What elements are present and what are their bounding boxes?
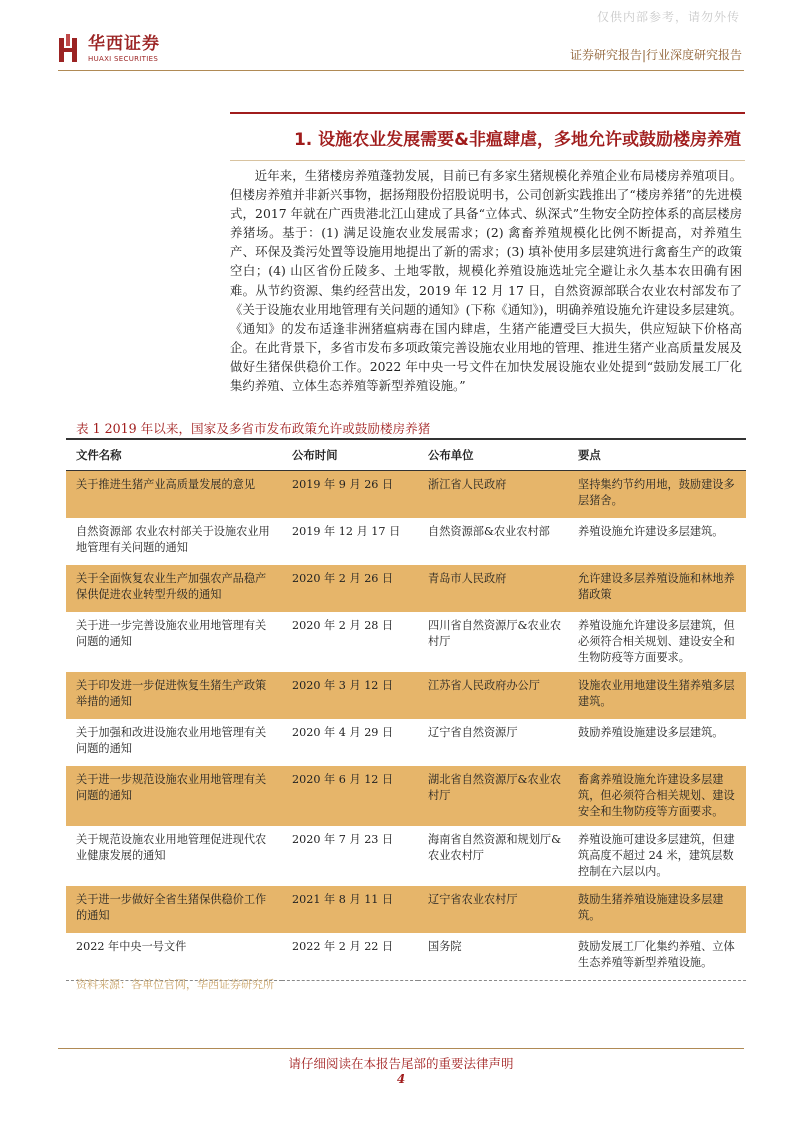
cell-point: 鼓励生猪养殖设施建设多层建筑。 [568,886,746,933]
table-caption: 表 1 2019 年以来，国家及多省市发布政策允许或鼓励楼房养猪 [76,421,431,436]
cell-date: 2019 年 9 月 26 日 [282,471,418,519]
cell-name: 关于规范设施农业用地管理促进现代农业健康发展的通知 [76,833,267,862]
table-row [66,565,746,612]
cell-org: 四川省自然资源厅&农业农村厅 [428,619,562,648]
cell-date: 2020 年 4 月 29 日 [292,726,394,739]
table-row [66,826,746,886]
cell-point: 畜禽养殖设施允许建设多层建筑，但必须符合相关规划、建设安全和生物防疫等方面要求。 [568,766,746,826]
cell-date: 2020 年 3 月 12 日 [282,672,418,719]
section-heading-band [230,112,745,161]
table-row [66,886,746,933]
body-paragraph: 近年来，生猪楼房养殖蓬勃发展，目前已有多家生猪规模化养殖企业布局楼房养殖项目。但楼房养殖并非新兴事物，据扬翔股份招股说明书，公司创新实践推出了“楼房养猪”的先进模式，2017 年就在广西贵港北江山建成了具备“立体式、纵深式”生物安全防控体系的高层楼房养猪场。基于：(1) 满足设施农业发展需求；(2) 禽畜养殖规模化比例不断提高，对养殖生产、环保及粪污处置等设施用地提出了新的需求；(3) 填补使用多层建筑进行禽畜生产的政策空白；(4) 山区省份丘陵多、土地零散，规模化养殖设施选址完全避让永久基本农田确有困难。从节约资源、集约经营出发，2019 年 12 月 17 日，自然资源部联合农业农村部发布了《关于设施农业用地管理有关问题的通知》(下称《通知》)，明确养殖设施允许建设多层建筑。《通知》的发布适逢非洲猪瘟病毒在国内肆虐，生猪产能遭受巨大损失，供应短缺下价格高企。在此背景下，多省市发布多项政策完善设施农业用地的管理、推进生猪产业高质量发展及做好生猪保供稳价工作。2022 年中央一号文件在加快发展设施农业处提到“鼓励发展工厂化集约养殖、立体生态养殖等新型养殖设施。” [230,168,742,394]
cell-point: 允许建设多层养殖设施和林地养猪政策 [568,565,746,612]
table-row [66,672,746,719]
cell-name: 关于进一步做好全省生猪保供稳价工作的通知 [66,886,282,933]
cell-org: 海南省自然资源和规划厅&农业农村厅 [428,833,562,862]
company-logo [58,34,160,64]
cell-name: 自然资源部 农业农村部关于设施农业用地管理有关问题的通知 [76,525,270,554]
report-type-label: 证券研究报告|行业深度研究报告 [569,48,742,62]
cell-point: 鼓励发展工厂化集约养殖、立体生态养殖等新型养殖设施。 [568,933,746,981]
footer-divider [58,1048,744,1049]
cell-point: 养殖设施允许建设多层建筑。 [578,525,724,538]
cell-name: 关于进一步完善设施农业用地管理有关问题的通知 [76,619,267,648]
policy-table [66,438,746,981]
cell-point: 养殖设施允许建设多层建筑，但必须符合相关规划、建设安全和生物防疫等方面要求。 [578,619,735,664]
table-row [66,719,746,766]
logo-chinese-name: 华西证券 [88,33,160,54]
cell-org: 辽宁省农业农村厅 [418,886,568,933]
header-publisher: 公布单位 [418,439,568,471]
cell-date: 2020 年 6 月 12 日 [282,766,418,826]
cell-org: 江苏省人民政府办公厅 [418,672,568,719]
table-header-row [66,439,746,471]
cell-org: 辽宁省自然资源厅 [428,726,518,739]
cell-point: 养殖设施可建设多层建筑，但建筑高度不超过 24 米，建筑层数控制在六层以内。 [578,833,735,878]
header-publish-date: 公布时间 [282,439,418,471]
cell-name: 关于加强和改进设施农业用地管理有关问题的通知 [76,726,267,755]
confidential-watermark: 仅供内部参考，请勿外传 [596,10,740,24]
table-row [66,766,746,826]
cell-name: 关于印发进一步促进恢复生猪生产政策举措的通知 [66,672,282,719]
cell-name: 关于全面恢复农业生产加强农产品稳产保供促进农业转型升级的通知 [66,565,282,612]
legal-notice: 请仔细阅读在本报告尾部的重要法律声明 [288,1056,514,1071]
cell-date: 2020 年 7 月 23 日 [292,833,394,846]
cell-date: 2020 年 2 月 28 日 [292,619,394,632]
header-divider [58,70,744,71]
cell-date: 2022 年 2 月 22 日 [282,933,418,981]
cell-org: 青岛市人民政府 [418,565,568,612]
cell-org: 浙江省人民政府 [418,471,568,519]
header-key-points: 要点 [568,439,746,471]
cell-point: 坚持集约节约用地，鼓励建设多层猪舍。 [568,471,746,519]
cell-date: 2021 年 8 月 11 日 [282,886,418,933]
cell-org: 国务院 [418,933,568,981]
header-document-name: 文件名称 [66,439,282,471]
cell-point: 鼓励养殖设施建设多层建筑。 [578,726,724,739]
table-row [66,933,746,981]
cell-name: 关于推进生猪产业高质量发展的意见 [66,471,282,519]
cell-point: 设施农业用地建设生猪养殖多层建筑。 [568,672,746,719]
table-row [66,518,746,565]
table-source-note: 资料来源：各单位官网，华西证券研究所 [76,978,274,991]
huaxi-logo-icon [58,34,82,64]
cell-date: 2019 年 12 月 17 日 [292,525,401,538]
section-title: 1. 设施农业发展需要&非瘟肆虐，多地允许或鼓励楼房养殖 [293,129,741,150]
cell-org: 湖北省自然资源厅&农业农村厅 [418,766,568,826]
logo-english-name: HUAXI SECURITIES [88,54,159,63]
cell-name: 2022 年中央一号文件 [66,933,282,981]
table-row [66,612,746,672]
page-number: 4 [396,1072,406,1086]
cell-name: 关于进一步规范设施农业用地管理有关问题的通知 [66,766,282,826]
table-row [66,471,746,519]
cell-date: 2020 年 2 月 26 日 [282,565,418,612]
cell-org: 自然资源部&农业农村部 [428,525,550,538]
